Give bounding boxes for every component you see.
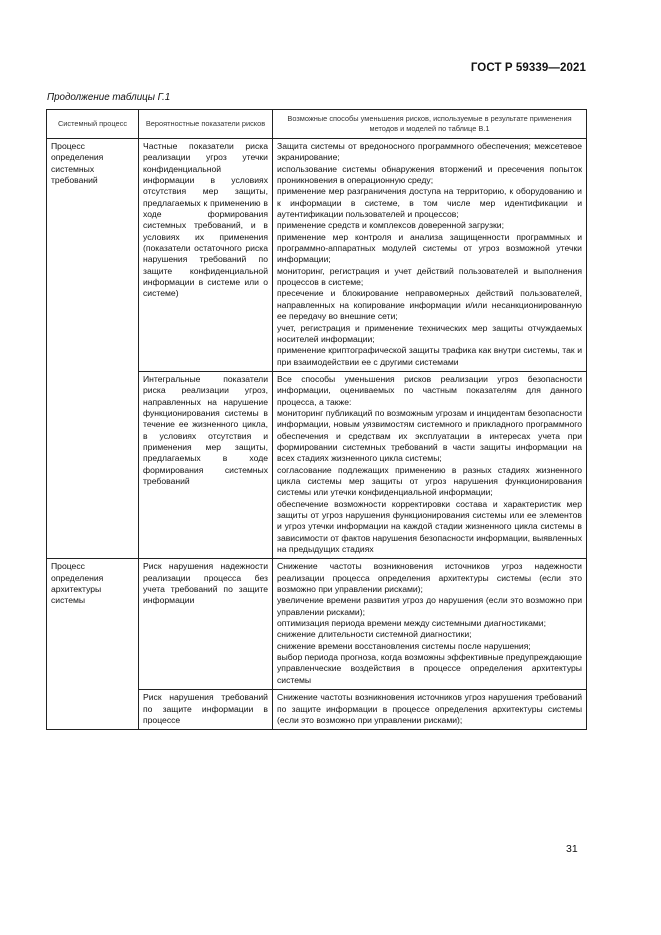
- method-item: увеличение времени развития угроз до нарушения (если это возможно при управлении рисками);: [277, 595, 582, 617]
- method-item: использование системы обнаружения вторжений и пресечения попыток проникновения в операционную среду;: [277, 163, 582, 186]
- methods-cell: [273, 690, 587, 730]
- process-cell: Процесс определения архитектуры системы: [47, 559, 139, 730]
- method-item: Все способы уменьшения рисков реализации угроз безопасности информации, оцениваемых по частным показателям для данного процесса, а также:: [277, 373, 582, 407]
- method-item: Защита системы от вредоносного программного обеспечения; межсетевое экранирование;: [277, 141, 582, 163]
- indicator-cell: Риск нарушения требований по защите информации в процессе: [139, 690, 273, 730]
- table-body: [47, 139, 587, 730]
- method-item: учет, регистрация и применение технических мер защиты отчуждаемых носителей информации;: [277, 322, 582, 344]
- method-item: выбор периода прогноза, когда возможны эффективные предупреждающие управленческие воздействия в процессе определения архитектуры системы: [277, 652, 582, 685]
- methods-cell: [273, 139, 587, 372]
- method-item: пресечение и блокирование неправомерных действий пользователей, направленных на копирование информации и/или несанкционированную ее передачу во внешние сети;: [277, 288, 582, 322]
- method-item: применение средств и комплексов доверенной загрузки;: [277, 220, 504, 231]
- method-item: Снижение частоты возникновения источников угроз надежности реализации процесса определения архитектуры системы (если это возможно при управлении рисками);: [277, 561, 582, 595]
- method-item: снижение длительности системной диагностики;: [277, 629, 472, 640]
- column-header-process: Системный процесс: [47, 110, 139, 139]
- methods-cell: [273, 371, 587, 559]
- table-header-row: [47, 110, 587, 139]
- method-item: применение мер разграничения доступа на территорию, к оборудованию и к информации в системе, в том числе мер идентификации и аутентификации пользователей и процессов;: [277, 186, 582, 220]
- method-item: оптимизация периода времени между системными диагностиками;: [277, 618, 546, 629]
- risk-table: [46, 109, 587, 730]
- method-item: согласование подлежащих применению в разных стадиях жизненного цикла системы мер защиты от угроз нарушения функционирования системы или утечки конфиденциальной информации;: [277, 464, 582, 498]
- column-header-methods: Возможные способы уменьшения рисков, используемые в результате применения методов и моделей по таблице В.1: [273, 110, 587, 139]
- method-item: обеспечение возможности корректировки состава и характеристик мер защиты от угроз нарушения функционирования системы или ее элементов и угроз утечки информации на каждой стадии жизненного цикла системы в зависимости от фактов нарушения безопасности информации, выявленных на предыдущих стадиях: [277, 498, 582, 555]
- indicator-cell: Риск нарушения надежности реализации процесса без учета требований по защите информации: [139, 559, 273, 690]
- document-code: ГОСТ Р 59339—2021: [470, 62, 586, 74]
- table-row: [47, 139, 587, 372]
- method-item: применение мер контроля и анализа защищенности программных и программно-аппаратных модулей системы от угроз возможной утечки информации;: [277, 231, 582, 265]
- method-item: применение криптографической защиты трафика как внутри системы, так и при взаимодействии ее с другими системами: [277, 345, 582, 367]
- table-row: [47, 559, 587, 690]
- method-item: снижение времени восстановления системы после нарушения;: [277, 640, 531, 651]
- method-item: Снижение частоты возникновения источников угроз нарушения требований по защите информации в процессе определения архитектуры системы (если это возможно при управлении рисками);: [277, 692, 582, 725]
- page-number: 31: [566, 843, 578, 855]
- method-item: мониторинг публикаций по возможным угрозам и инцидентам безопасности информации, новым уязвимостям системного и прикладного программного обеспечения и средствам их эксплуатации в интересах учета при формировании системных требований в части защиты информации на всех стадиях жизненного цикла системы;: [277, 407, 582, 464]
- indicator-cell: Интегральные показатели риска реализации угроз, направленных на нарушение функционирования системы в течение ее жизненного цикла, в условиях отсутствия и применения мер защиты, предлагаемых в ходе формирования системных требований: [139, 371, 273, 559]
- table-caption: Продолжение таблицы Г.1: [47, 92, 171, 103]
- process-cell: Процесс определения системных требований: [47, 139, 139, 559]
- column-header-indicators: Вероятностные показатели рисков: [139, 110, 273, 139]
- method-item: мониторинг, регистрация и учет действий пользователей и выполнения процессов в системе;: [277, 265, 582, 288]
- methods-cell: [273, 559, 587, 690]
- indicator-cell: Частные показатели риска реализации угроз утечки конфиденциальной информации в условиях отсутствия мер защиты, предлагаемых к применению в ходе формирования системных требований, и в условиях их применения (показатели остаточного риска нарушения требований по защите конфиденциальной информации в системе или о системе): [139, 139, 273, 372]
